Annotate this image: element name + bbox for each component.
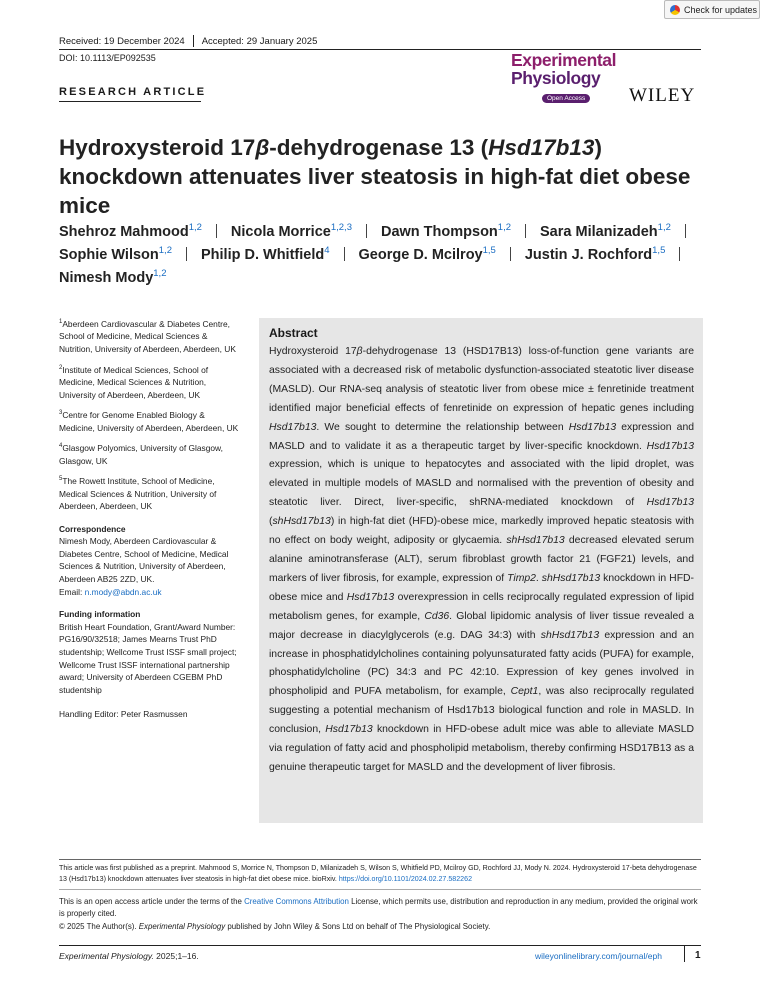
author[interactable]: Justin J. Rochford$^{1,5}$ [524, 245, 666, 263]
correspondence-email-link[interactable]: n.mody@abdn.ac.uk [84, 586, 162, 597]
abstract-segment: Hsd17b13 [269, 421, 317, 433]
author[interactable]: Philip D. Whitfield$^4$ [200, 245, 330, 263]
funding-text: British Heart Foundation, Grant/Award Number: PG16/90/32518; James Mearns Trust PhD studentship; Wellcome Trust ISSF small project; Wellcome Trust ISSF international partnership award; University of Aberdeen CGEBM PhD studentship [59, 621, 237, 695]
abstract-segment: expression and MASLD and to validate it as a therapeutic target by liver-specific knockdown. [269, 421, 694, 452]
abstract-heading: Abstract [269, 326, 318, 340]
crossmark-icon [670, 5, 680, 15]
preprint-doi-link[interactable]: https://doi.org/10.1101/2024.02.27.582262 [338, 875, 473, 883]
journal-logo-line2: Physiology [511, 68, 601, 88]
abstract-segment: Hsd17b13 [325, 724, 373, 736]
abstract-segment: shHsd17b13 [272, 516, 331, 528]
author[interactable]: Dawn Thompson$^{1,2}$ [380, 222, 512, 240]
abstract-segment: Hsd17b13 [646, 497, 694, 509]
license-note: This is an open access article under the terms of the Creative Commons Attribution License, which permits use, distribution and reproduction in any medium, provided the original work is properly cited. [59, 897, 698, 918]
journal-logo [511, 51, 623, 105]
abstract-segment: . [535, 572, 542, 584]
author[interactable]: Nicola Morrice$^{1,2,3}$ [230, 222, 352, 240]
abstract-segment: Hsd17b13 [568, 421, 617, 433]
abstract-segment: expression and an increase in phosphatidylcholines containing polyunsaturated fatty acids (PUFA) for example, phosphatidylcholine (PC) 34:3 and PC 42:10. Expression of key genes involved in phospholipid and PUFA metabolism, for example, [269, 629, 694, 698]
funding-heading: Funding information [59, 609, 141, 620]
abstract-segment: β [356, 346, 363, 357]
check-updates-label: Check for updates [684, 4, 758, 15]
preprint-footnote: This article was first published as a preprint. Mahmood S, Morrice N, Thompson D, Milanizadeh S, Wilson S, Whitfield PD, Mcilroy GD, Rochford JJ, Mody N. 2024. Hydroxysteroid 17-beta dehydrogenase 13 (Hsd17b13) knockdown attenuates liver steatosis in high-fat diet obese mice. bioRxiv. https://doi.org/10.1101/2024.02.27.582262 [59, 864, 697, 883]
abstract-segment: ) in high-fat diet (HFD)-obese mice, markedly improved hepatic steatosis with no effect on body weight, adiposity or glycaemia. [269, 516, 694, 547]
affiliation: $^4$Glasgow Polyomics, University of Glasgow, Glasgow, UK [59, 442, 223, 466]
affiliation: $^5$The Rowett Institute, School of Medicine, Medical Sciences & Nutrition, University of Aberdeen, Aberdeen, UK [59, 475, 217, 512]
page-number: 1 [695, 950, 701, 961]
correspondence-text: Nimesh Mody, Aberdeen Cardiovascular & Diabetes Centre, School of Medicine, Medical Sciences & Nutrition, University of Aberdeen, Aberdeen AB25 2ZD, UK. Email: n.mody@abdn.ac.uk [59, 536, 229, 597]
author-list [59, 221, 709, 290]
abstract-segment: knockdown in HFD-obese mice and [269, 572, 694, 603]
abstract-segment: ( [269, 516, 273, 528]
received-date: Received: 19 December 2024 [59, 35, 185, 47]
journal-logo-line1: Experimental [511, 50, 617, 70]
page-number-divider [684, 946, 685, 962]
doi: DOI: 10.1113/EP092535 [59, 53, 156, 63]
dates-divider [193, 35, 194, 47]
abstract-segment: decreased elevated serum alanine aminotransferase (ALT), serum fibroblast growth factor 21 (FGF21) levels, and markers of liver fibrosis, for example, expression of [269, 535, 694, 584]
author[interactable]: Nimesh Mody$^{1,2}$ [59, 268, 167, 286]
accepted-date: Accepted: 29 January 2025 [201, 35, 318, 47]
abstract-segment: Timp2 [507, 572, 536, 584]
abstract-box [259, 318, 703, 823]
article-dates [59, 35, 317, 47]
publisher-logo: WILEY [629, 85, 696, 106]
check-for-updates-button[interactable] [664, 0, 760, 19]
abstract-segment: Hsd17b13 [646, 440, 694, 452]
article-type: RESEARCH ARTICLE [59, 86, 207, 98]
license-rule [59, 889, 701, 890]
abstract-segment: Cd36 [424, 610, 450, 622]
abstract-segment: shHsd17b13 [506, 535, 565, 547]
footnote-rule [59, 859, 701, 860]
handling-editor: Handling Editor: Peter Rasmussen [59, 709, 188, 720]
sidebar-info [59, 316, 241, 727]
author[interactable]: Sara Milanizadeh$^{1,2}$ [540, 222, 671, 240]
article-type-rule [59, 101, 201, 102]
abstract-segment: shHsd17b13 [540, 629, 600, 641]
cc-license-link[interactable]: Creative Commons Attribution [244, 897, 349, 906]
abstract-segment: Hsd17b13 [346, 591, 395, 603]
author[interactable]: Sophie Wilson$^{1,2}$ [59, 245, 172, 263]
abstract-segment: , was also reciprocally regulated suggesting a potential mechanism of Hsd17b13 biological function and role in MASLD. In conclusion, [269, 686, 694, 736]
affiliation: $^2$Institute of Medical Sciences, School of Medicine, Medical Sciences & Nutrition, University of Aberdeen, Aberdeen, UK [59, 364, 209, 400]
page-footer-citation: Experimental Physiology. 2025;1–16. [59, 951, 199, 961]
copyright-note: © 2025 The Author(s). Experimental Physiology published by John Wiley & Sons Ltd on behalf of The Physiological Society. [59, 922, 491, 931]
correspondence-heading: Correspondence [59, 523, 126, 534]
author[interactable]: Shehroz Mahmood$^{1,2}$ [59, 222, 202, 240]
abstract-segment: overexpression in cells reciprocally regulated expression of lipid metabolism genes, for example, [269, 591, 694, 622]
author[interactable]: George D. Mcilroy$^{1,5}$ [358, 245, 496, 263]
affiliation: $^1$Aberdeen Cardiovascular & Diabetes Centre, School of Medicine, Medical Sciences & Nutrition, University of Aberdeen, Aberdeen, UK [59, 318, 236, 354]
abstract-segment: shHsd17b13 [541, 572, 601, 584]
open-access-badge: Open Access [542, 94, 590, 103]
abstract-segment: knockdown in HFD-obese adult mice was able to alleviate MASLD via regulation of fatty acid and phospholipid metabolism, thereby confirming HSD17B13 as a genuine therapeutic target for MASLD and the development of liver fibrosis. [269, 724, 694, 773]
abstract-segment: . Global lipidomic analysis of liver tissue revealed a major decrease in diacylglycerols (e.g. DAG 34:3) with [269, 610, 694, 641]
journal-site-link[interactable]: wileyonlinelibrary.com/journal/eph [535, 951, 662, 961]
abstract-segment: . We sought to determine the relationship between [316, 421, 569, 433]
abstract-text [269, 343, 694, 778]
page-footer-rule [59, 945, 701, 946]
abstract-segment: -dehydrogenase 13 (HSD17B13) loss-of-function gene variants are associated with a decreased risk of metabolic dysfunction-associated steatotic liver disease (MASLD). Our RNA-seq analysis of steatotic liver from obese mice ± fenretinide treatment identified major beneficial effects of fenretinide on expression of hepatic genes including [269, 346, 694, 414]
affiliation: $^3$Centre for Genome Enabled Biology & Medicine, University of Aberdeen, Aberdeen, UK [59, 409, 239, 433]
abstract-segment: Hydroxysteroid 17 [269, 346, 357, 357]
abstract-segment: Cept1 [510, 686, 539, 698]
article-title: Hydroxysteroid 17β-dehydrogenase 13 (Hsd17b13) knockdown attenuates liver steatosis in high-fat diet obese mice [59, 135, 691, 218]
abstract-segment: expression, which is unique to hepatocytes and associated with the lipid droplet, was elevated in multiple models of MASLD and normalised with the prevention of obesity and steatotic liver. Direct, liver-specific, shRNA-mediated knockdown of [269, 459, 694, 509]
